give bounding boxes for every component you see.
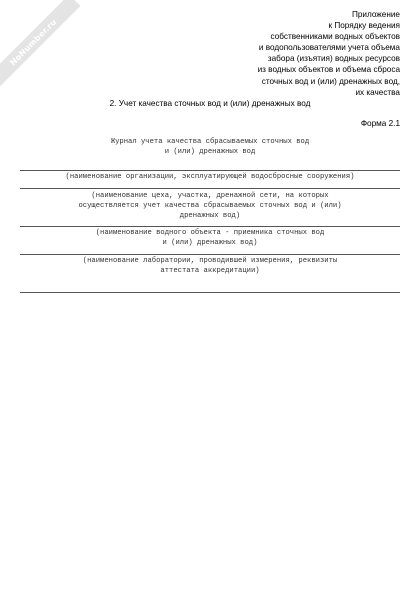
appendix-line: собственниками водных объектов <box>270 32 400 42</box>
caption-line: (наименование водного объекта - приемника сточных вод <box>95 229 325 237</box>
laboratory-caption <box>20 256 400 276</box>
workshop-fill-line[interactable] <box>20 188 400 189</box>
appendix-line: забора (изъятия) водных ресурсов <box>267 54 400 64</box>
form-number: Форма 2.1 <box>360 119 400 128</box>
water-body-caption <box>20 228 400 248</box>
appendix-line: и водопользователями учета объема <box>258 43 400 53</box>
site-watermark <box>0 0 80 89</box>
appendix-line: к Порядку ведения <box>328 21 400 31</box>
appendix-line: Приложение <box>351 10 400 19</box>
water-body-fill-line[interactable] <box>20 226 400 227</box>
journal-title <box>40 137 380 157</box>
watermark-text: NoNumber.ru <box>7 16 59 68</box>
appendix-line: их качества <box>355 87 400 97</box>
caption-line: дренажных вод) <box>179 212 241 220</box>
section-title: 2. Учет качества сточных вод и (или) дренажных вод <box>109 99 311 108</box>
caption-line: (наименование лаборатории, проводившей измерения, реквизиты <box>82 257 338 265</box>
appendix-line: сточных вод и (или) дренажных вод, <box>261 76 400 86</box>
appendix-header <box>160 9 400 98</box>
caption-line: (наименование цеха, участка, дренажной сети, на которых <box>91 192 329 200</box>
laboratory-fill-line[interactable] <box>20 254 400 255</box>
caption-line: (наименование организации, эксплуатирующей водосбросные сооружения) <box>65 173 355 181</box>
caption-line: аттестата аккредитации) <box>160 267 260 275</box>
caption-line: и (или) дренажных вод) <box>162 239 258 247</box>
workshop-caption <box>20 191 400 221</box>
caption-line: осуществляется учет качества сбрасываемых сточных вод и (или) <box>78 202 342 210</box>
journal-title-line: и (или) дренажных вод <box>164 148 256 156</box>
appendix-line: из водных объектов и объема сброса <box>257 65 400 75</box>
journal-title-line: Журнал учета качества сбрасываемых сточных вод <box>110 138 310 146</box>
bottom-divider <box>20 292 400 293</box>
organization-caption <box>20 172 400 182</box>
organization-fill-line[interactable] <box>20 170 400 171</box>
